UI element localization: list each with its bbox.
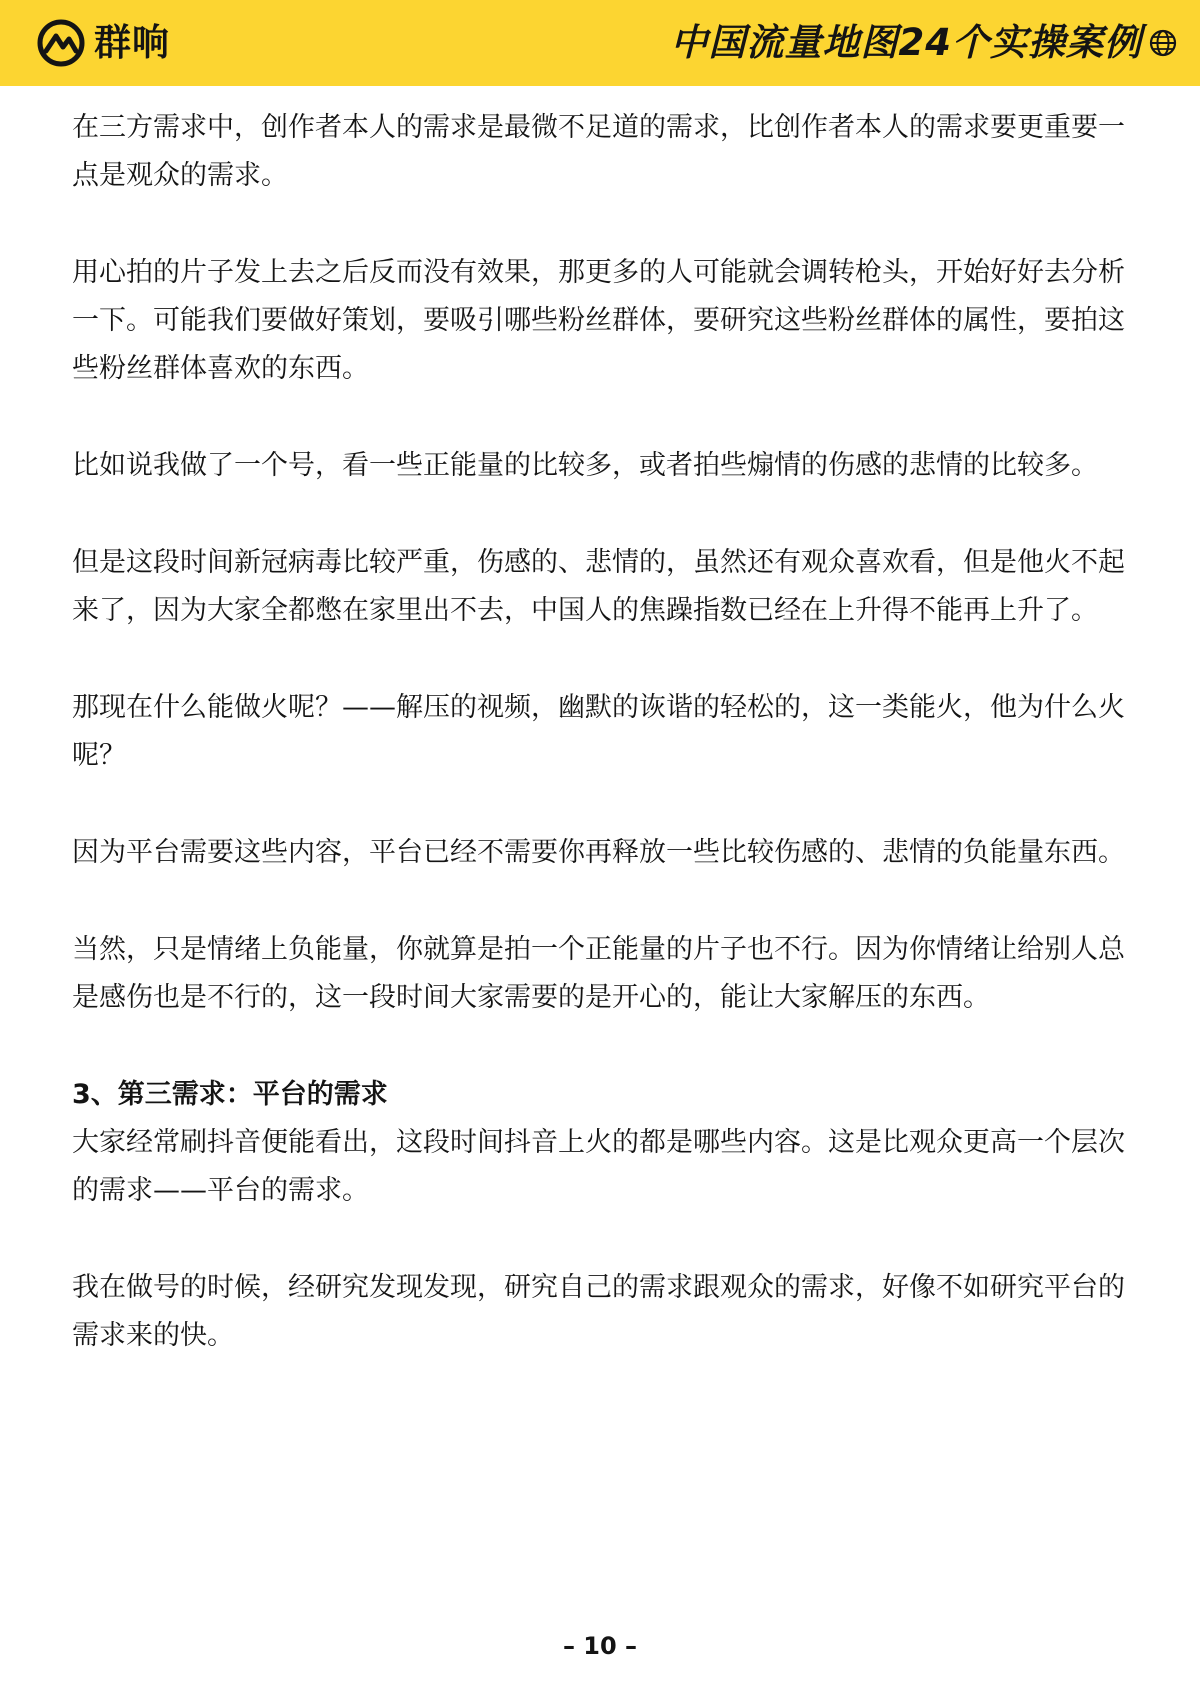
- paragraph: 那现在什么能做火呢？——解压的视频，幽默的诙谐的轻松的，这一类能火，他为什么火呢？: [72, 692, 1125, 771]
- section-heading: 3、第三需求：平台的需求: [72, 1079, 388, 1110]
- paragraph: 因为平台需要这些内容，平台已经不需要你再释放一些比较伤感的、悲情的负能量东西。: [72, 837, 1125, 868]
- document-title-group: [671, 18, 1179, 68]
- document-body: [72, 104, 1132, 1360]
- paragraph: 用心拍的片子发上去之后反而没有效果，那更多的人可能就会调转枪头，开始好好去分析一下。可能我们要做好策划，要吸引哪些粉丝群体，要研究这些粉丝群体的属性，要拍这些粉丝群体喜欢的东西。: [72, 257, 1125, 384]
- document-title: 中国流量地图24个实操案例: [670, 21, 1142, 64]
- page-number: – 10 –: [562, 1632, 638, 1660]
- paragraph: 在三方需求中，创作者本人的需求是最微不足道的需求，比创作者本人的需求要更重要一点是观众的需求。: [72, 112, 1125, 191]
- brand-name: 群响: [94, 21, 170, 64]
- qunxiang-logo-icon: [36, 18, 86, 68]
- header-bar: [0, 0, 1200, 86]
- globe-icon: [1148, 28, 1178, 58]
- paragraph: 当然，只是情绪上负能量，你就算是拍一个正能量的片子也不行。因为你情绪让给别人总是感伤也是不行的，这一段时间大家需要的是开心的，能让大家解压的东西。: [72, 934, 1125, 1013]
- paragraph: 我在做号的时候，经研究发现发现，研究自己的需求跟观众的需求，好像不如研究平台的需求来的快。: [72, 1272, 1125, 1351]
- brand: [36, 18, 170, 68]
- paragraph: 大家经常刷抖音便能看出，这段时间抖音上火的都是哪些内容。这是比观众更高一个层次的需求——平台的需求。: [72, 1127, 1125, 1206]
- paragraph: 但是这段时间新冠病毒比较严重，伤感的、悲情的，虽然还有观众喜欢看，但是他火不起来了，因为大家全都憋在家里出不去，中国人的焦躁指数已经在上升得不能再上升了。: [72, 547, 1125, 626]
- paragraph: 比如说我做了一个号，看一些正能量的比较多，或者拍些煽情的伤感的悲情的比较多。: [72, 450, 1098, 481]
